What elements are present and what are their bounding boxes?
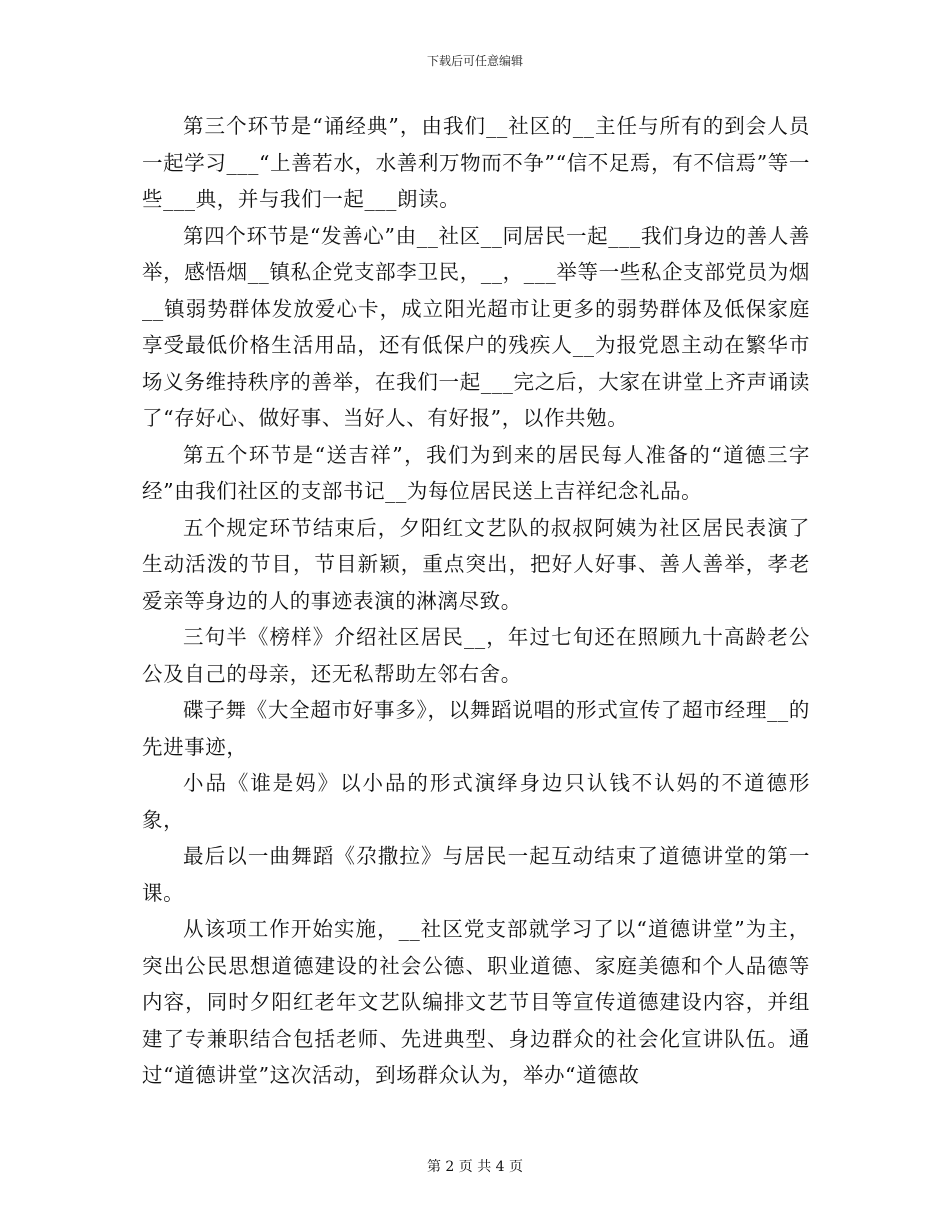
- paragraph: 第三个环节是“诵经典”，由我们__社区的__主任与所有的到会人员一起学习___“上善若水，水善利万物而不争”“信不足焉，有不信焉”等一些___典，并与我们一起___朗读。: [142, 114, 810, 211]
- paragraph: 从该项工作开始实施，__社区党支部就学习了以“道德讲堂”为主，突出公民思想道德建设的社会公德、职业道德、家庭美德和个人品德等内容，同时夕阳红老年文艺队编排文艺节目等宣传道德建设内容，并组建了专兼职结合包括老师、先进典型、身边群众的社会化宣讲队伍。通过“道德讲堂”这次活动，到场群众认为，举办“道德故: [142, 917, 810, 1087]
- paragraph: 五个规定环节结束后，夕阳红文艺队的叔叔阿姨为社区居民表演了生动活泼的节目，节目新颖，重点突出，把好人好事、善人善举，孝老爱亲等身边的人的事迹表演的淋漓尽致。: [142, 515, 810, 613]
- paragraph: 第五个环节是“送吉祥”，我们为到来的居民每人准备的“道德三字经”由我们社区的支部书记__为每位居民送上吉祥纪念礼品。: [142, 442, 810, 503]
- paragraph: 第四个环节是“发善心”由__社区__同居民一起___我们身边的善人善举，感悟烟__镇私企党支部李卫民，__，___举等一些私企支部党员为烟__镇弱势群体发放爱心卡，成立阳光超市让更多的弱势群体及低保家庭享受最低价格生活用品，还有低保户的残疾人__为报党恩主动在繁华市场义务维持秩序的善举，在我们一起___完之后，大家在讲堂上齐声诵读了“存好心、做好事、当好人、有好报”，以作共勉。: [142, 223, 810, 430]
- paragraph: 碟子舞《大全超市好事多》，以舞蹈说唱的形式宣传了超市经理__的先进事迹，: [142, 698, 810, 759]
- paragraph: 三句半《榜样》介绍社区居民__，年过七旬还在照顾九十高龄老公公及自己的母亲，还无私帮助左邻右舍。: [142, 625, 810, 686]
- page-header: 下载后可任意编辑: [426, 54, 523, 68]
- document-body: [142, 108, 810, 1094]
- page-footer: 第 2 页 共 4 页: [426, 1159, 524, 1175]
- paragraph: 小品《谁是妈》以小品的形式演绎身边只认钱不认妈的不道德形象，: [142, 771, 810, 832]
- paragraph: 最后以一曲舞蹈《尕撒拉》与居民一起互动结束了道德讲堂的第一课。: [142, 844, 810, 905]
